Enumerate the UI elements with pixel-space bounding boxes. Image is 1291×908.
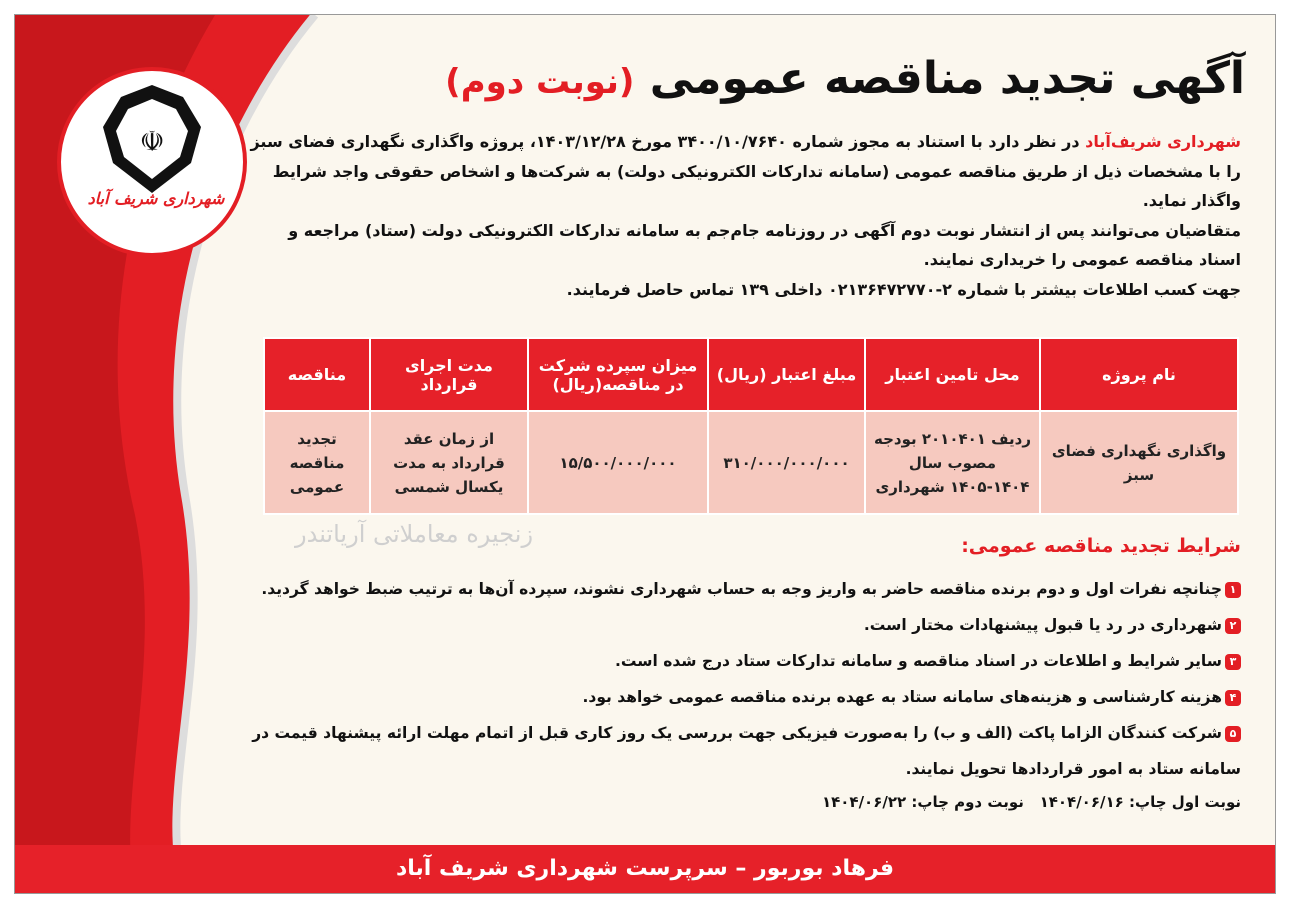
condition-item: ۲شهرداری در رد یا قبول پیشنهادات مختار است.: [205, 607, 1241, 643]
svg-text:☫: ☫: [139, 125, 165, 158]
condition-item: ۴هزینه کارشناسی و هزینه‌های سامانه ستاد به عهده برنده مناقصه عمومی خواهد بود.: [205, 679, 1241, 715]
header-funding-source: محل تامین اعتبار: [865, 338, 1040, 411]
intro-contact: جهت کسب اطلاعات بیشتر با شماره ۲-۰۲۱۳۶۴۷۲۷۷۰ داخلی ۱۳۹ تماس حاصل فرمایند.: [566, 279, 1241, 299]
signature-footer: فرهاد بوربور – سرپرست شهرداری شریف آباد: [15, 845, 1275, 893]
condition-item: ۵شرکت کنندگان الزاما پاکت (الف و ب) را به‌صورت فیزیکی جهت بررسی یک روز کاری قبل از اتمام مهلت ارائه پیشنهاد قیمت در سامانه ستاد به امور قراردادها تحویل نمایند.: [252, 724, 1241, 778]
cell-deposit: ۱۵/۵۰۰/۰۰۰/۰۰۰: [528, 411, 708, 514]
header-duration: مدت اجرای قرارداد: [370, 338, 528, 411]
header-tender-type: مناقصه: [264, 338, 370, 411]
second-print-date: نوبت دوم چاپ: ۱۴۰۴/۰۶/۲۲: [821, 793, 1024, 811]
table-row: [264, 411, 1238, 514]
conditions-list: [205, 571, 1241, 787]
title-round: (نوبت دوم): [445, 62, 635, 102]
watermark: زنجیره معاملاتی آریاتندر: [295, 520, 534, 548]
cell-funding-source: ردیف ۲۰۱۰۴۰۱ بودجه مصوب سال ۱۴۰۴-۱۴۰۵ شهرداری: [865, 411, 1040, 514]
header-project: نام پروژه: [1040, 338, 1238, 411]
org-name: شهرداری شریف‌آباد: [1085, 132, 1241, 151]
intro-text: شهرداری شریف‌آباد در نظر دارد با استناد به مجوز شماره ۳۴۰۰/۱۰/۷۶۴۰ مورخ ۱۴۰۳/۱۲/۲۸، پروژه واگذاری نگهداری فضای سبز را با مشخصات ذیل از طریق مناقصه عمومی (سامانه تدارکات الکترونیکی دولت) به شرکت‌ها و اشخاص حقوقی واجد شرایط واگذار نماید. متقاضیان می‌توانند پس از انتشار نوبت دوم آگهی در روزنامه جام‌جم به سامانه تدارکات الکترونیکی دولت (ستاد) مراجعه و اسناد مناقصه عمومی را خریداری نمایند. جهت کسب اطلاعات بیشتر با شماره ۲-۰۲۱۳۶۴۷۲۷۷۰ داخلی ۱۳۹ تماس حاصل فرمایند.: [243, 127, 1241, 304]
intro-p2: متقاضیان می‌توانند پس از انتشار نوبت دوم آگهی در روزنامه جام‌جم به سامانه تدارکات الکترونیکی دولت (ستاد) مراجعه و اسناد مناقصه عمومی را خریداری نمایند.: [288, 220, 1241, 269]
header-deposit: میزان سپرده شرکت در مناقصه(ریال): [528, 338, 708, 411]
condition-item: ۳سایر شرایط و اطلاعات در اسناد مناقصه و سامانه تدارکات ستاد درج شده است.: [205, 643, 1241, 679]
tender-table: [263, 337, 1239, 515]
cell-duration: از زمان عقد قرارداد به مدت یکسال شمسی: [370, 411, 528, 514]
header-credit-amount: مبلغ اعتبار (ریال): [708, 338, 865, 411]
first-print-date: نوبت اول چاپ: ۱۴۰۴/۰۶/۱۶: [1039, 793, 1241, 811]
logo-text: شهرداری شریف آباد: [87, 189, 225, 208]
conditions-heading: شرایط تجدید مناقصه عمومی:: [961, 535, 1241, 557]
condition-item: ۱چنانچه نفرات اول و دوم برنده مناقصه حاضر به واریز وجه به حساب شهرداری نشوند، سپرده آن‌ها به ترتیب ضبط خواهد گردید.: [205, 571, 1241, 607]
tender-ad: [14, 14, 1276, 894]
print-dates: [822, 793, 1241, 811]
municipality-logo: [57, 67, 247, 257]
cell-project: واگذاری نگهداری فضای سبز: [1040, 411, 1238, 514]
cell-tender-type: تجدید مناقصه عمومی: [264, 411, 370, 514]
page-title: آگهی تجدید مناقصه عمومی (نوبت دوم): [445, 53, 1245, 104]
cell-credit-amount: ۳۱۰/۰۰۰/۰۰۰/۰۰۰: [708, 411, 865, 514]
